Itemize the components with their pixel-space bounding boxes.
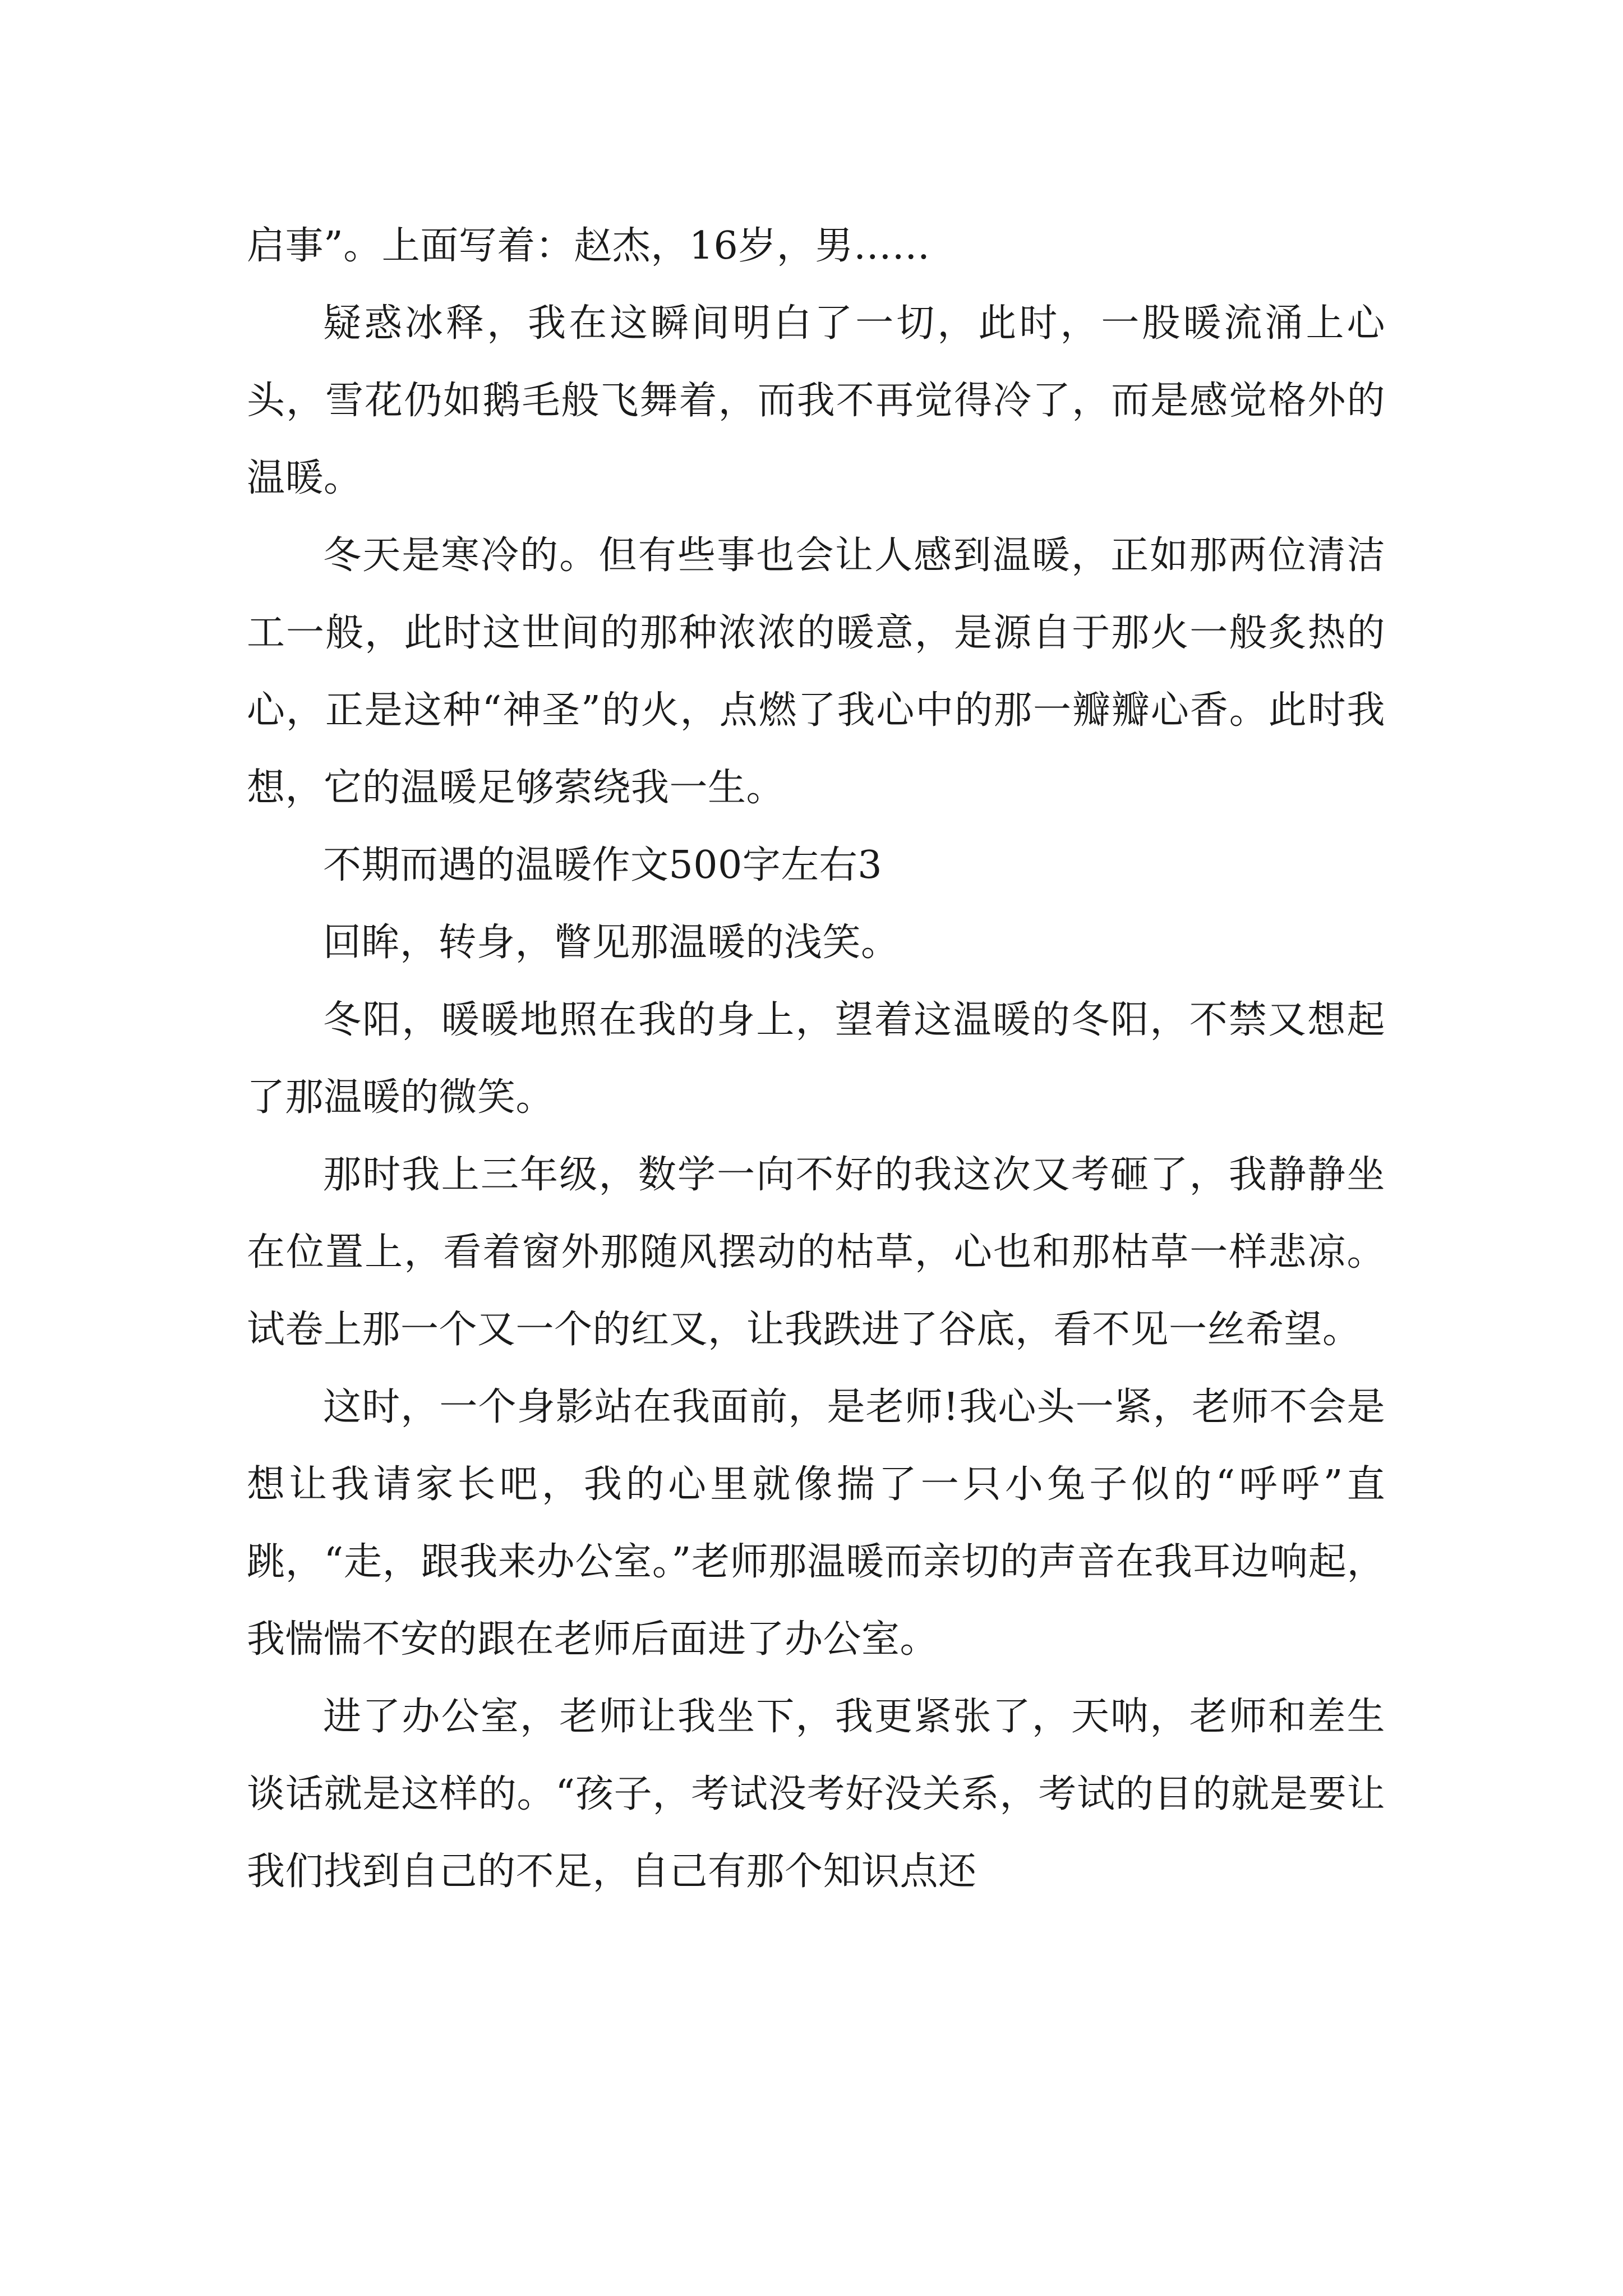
paragraph: 那时我上三年级，数学一向不好的我这次又考砸了，我静静坐在位置上，看着窗外那随风摆动的枯草，心也和那枯草一样悲凉。试卷上那一个又一个的红叉，让我跌进了谷底，看不见一丝希望。 — [247, 1153, 1385, 1352]
essay-heading: 不期而遇的温暖作文500字左右3 — [323, 843, 883, 887]
paragraph: 疑惑冰释，我在这瞬间明白了一切，此时，一股暖流涌上心头，雪花仍如鹅毛般飞舞着，而我不再觉得冷了，而是感觉格外的温暖。 — [247, 301, 1385, 500]
paragraph: 回眸，转身，瞥见那温暖的浅笑。 — [323, 921, 900, 965]
paragraph: 进了办公室，老师让我坐下，我更紧张了，天呐，老师和差生谈话就是这样的。“孩子，考试没考好没关系，考试的目的就是要让我们找到自己的不足，自己有那个知识点还 — [247, 1695, 1385, 1894]
paragraph: 这时，一个身影站在我面前，是老师!我心头一紧，老师不会是想让我请家长吧，我的心里就像揣了一只小兔子似的“呼呼”直跳，“走，跟我来办公室。”老师那温暖而亲切的声音在我耳边响起，我惴惴不安的跟在老师后面进了办公室。 — [247, 1385, 1385, 1662]
paragraph: 冬天是寒冷的。但有些事也会让人感到温暖，正如那两位清洁工一般，此时这世间的那种浓浓的暖意，是源自于那火一般炙热的心，正是这种“神圣”的火，点燃了我心中的那一瓣瓣心香。此时我想，它的温暖足够萦绕我一生。 — [247, 533, 1385, 810]
paragraph: 冬阳，暖暖地照在我的身上，望着这温暖的冬阳，不禁又想起了那温暖的微笑。 — [247, 998, 1385, 1120]
document-body — [247, 208, 1385, 1911]
paragraph-continuation: 启事”。上面写着：赵杰，16岁，男…… — [247, 224, 930, 268]
